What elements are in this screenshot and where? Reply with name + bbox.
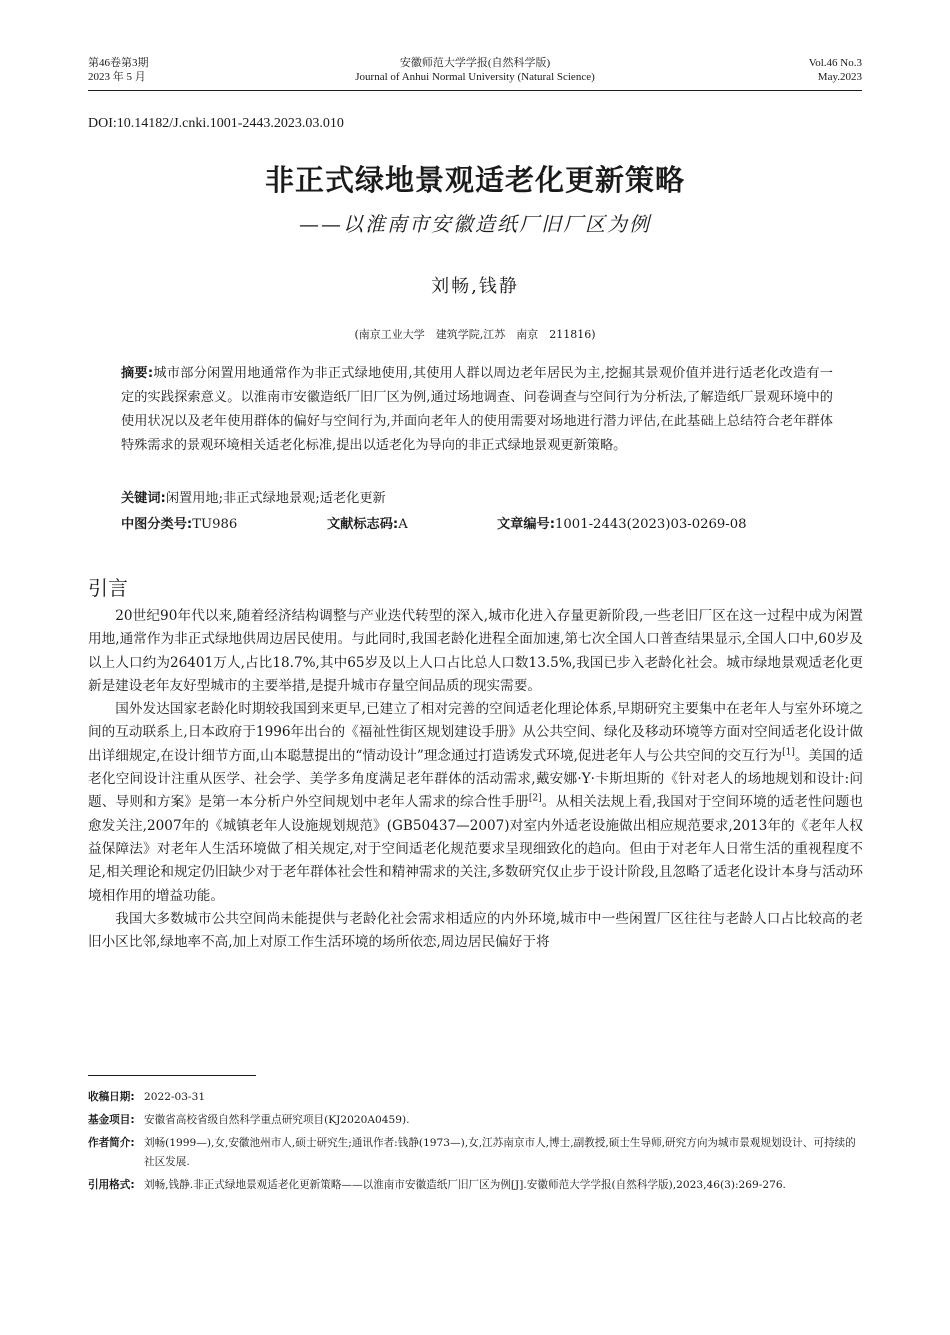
article-number: 文章编号:1001-2443(2023)03-0269-08 (497, 517, 747, 532)
paragraph-1: 20世纪90年代以来,随着经济结构调整与产业迭代转型的深入,城市化进入存量更新阶段,一些老旧厂区在这一过程中成为闲置用地,通常作为非正式绿地供周边居民使用。与此同时,我国老龄化进程全面加速,第七次全国人口普查结果显示,全国人口中,60岁及以上人口约为26401万人,占比18.7%,其中65岁及以上人口占比总人口数13.5%,我国已步入老龄化社会。城市绿地景观适老化更新是建设老年友好型城市的主要举措,是提升城市存量空间品质的现实需要。 (88, 608, 863, 694)
abstract-label: 摘要: (121, 366, 154, 381)
volume-cn: 第46卷第3期 (88, 57, 149, 69)
authors: 刘畅,钱静 (431, 276, 519, 297)
paper-subtitle: ——以淮南市安徽造纸厂旧厂区为例 (299, 212, 651, 236)
header-rule (88, 90, 862, 91)
volume-en: Vol.46 No.3 (808, 57, 862, 69)
section-heading: 引言 (88, 576, 128, 600)
paper-title: 非正式绿地景观适老化更新策略 (264, 163, 685, 197)
footnote-author: 作者简介: 刘畅(1999—),女,安徽池州市人,硕士研究生;通讯作者:钱静(1973—),女,江苏南京市人,博士,副教授,硕士生导师,研究方向为城市景观规划设计、可持续的社区发展. (88, 1137, 856, 1168)
date-en: May.2023 (817, 71, 862, 83)
footnote-rule (88, 1075, 256, 1076)
body-text (88, 605, 863, 954)
abstract (121, 362, 833, 458)
footnote-received: 收稿日期: 2022-03-31 (88, 1091, 206, 1103)
document-code: 文献标志码:A (327, 517, 408, 532)
footnotes (88, 1088, 863, 1199)
footnote-fund: 基金项目: 安徽省高校省级自然科学重点研究项目(KJ2020A0459). (88, 1114, 410, 1126)
footnote-citation: 引用格式: 刘畅,钱静.非正式绿地景观适老化更新策略——以淮南市安徽造纸厂旧厂区为例[J].安徽师范大学学报(自然科学版),2023,46(3):269-276. (88, 1179, 786, 1191)
paragraph-3: 我国大多数城市公共空间尚未能提供与老龄化社会需求相适应的内外环境,城市中一些闲置厂区往往与老龄人口占比较高的老旧小区比邻,绿地率不高,加上对原工作生活环境的场所依恋,周边居民偏好于将 (88, 910, 863, 951)
date-cn: 2023 年 5 月 (88, 71, 146, 83)
clc-number: 中图分类号:TU986 (121, 517, 238, 532)
journal-name-en: Journal of Anhui Normal University (Natural Science) (355, 71, 595, 83)
paragraph-2: 国外发达国家老龄化时期较我国到来更早,已建立了相对完善的空间适老化理论体系,早期研究主要集中在老年人与室外环境之间的互动联系上,日本政府于1996年出台的《福祉性街区规划建设手册》从公共空间、绿化及移动环境等方面对空间适老化设计做出详细规定,在设计细节方面,山本聪慧提出的“情动设计”理念通过打造诱发式环境,促进老年人与公共空间的交互行为[1]。美国的适老化空间设计注重从医学、社会学、美学多角度满足老年群体的活动需求,戴安娜·Y·卡斯坦斯的《针对老人的场地规划和设计:问题、导则和方案》是第一本分析户外空间规划中老年人需求的综合性手册[2]。从相关法规上看,我国对于空间环境的适老性问题也愈发关注,2007年的《城镇老年人设施规划规范》(GB50437—2007)对室内外适老设施做出相应规范要求,2013年的《老年人权益保障法》对老年人生活环境做了相关规定,对于空间适老化规范要求呈现细致化的趋向。但由于对老年人日常生活的重视程度不足,相关理论和规定仍旧缺少对于老年群体社会性和精神需求的关注,多数研究仅止步于设计阶段,且忽略了适老化设计本身与活动环境相作用的增益功能。 (88, 701, 864, 904)
journal-name-cn: 安徽师范大学学报(自然科学版) (399, 57, 551, 69)
header-right (809, 56, 862, 84)
affiliation: (南京工业大学 建筑学院,江苏 南京 211816) (354, 328, 596, 341)
abstract-text: 城市部分闲置用地通常作为非正式绿地使用,其使用人群以周边老年居民为主,挖掘其景观价值并进行适老化改造有一定的实践探索意义。以淮南市安徽造纸厂旧厂区为例,通过场地调查、问卷调查与空间行为分析法,了解造纸厂景观环境中的使用状况以及老年使用群体的偏好与空间行为,并面向老年人的使用需要对场地进行潜力评估,在此基础上总结符合老年群体特殊需求的景观环境相关适老化标准,提出以适老化为导向的非正式绿地景观更新策略。 (121, 366, 833, 453)
running-header (88, 56, 862, 88)
doi: DOI:10.14182/J.cnki.1001-2443.2023.03.010 (88, 116, 344, 131)
keywords-text: 闲置用地;非正式绿地景观;适老化更新 (165, 491, 386, 506)
citation-ref-2[interactable]: [2] (528, 793, 542, 804)
keywords (121, 487, 833, 511)
keywords-label: 关键词: (121, 491, 166, 506)
header-center (88, 56, 862, 84)
citation-ref-1[interactable]: [1] (782, 747, 795, 758)
